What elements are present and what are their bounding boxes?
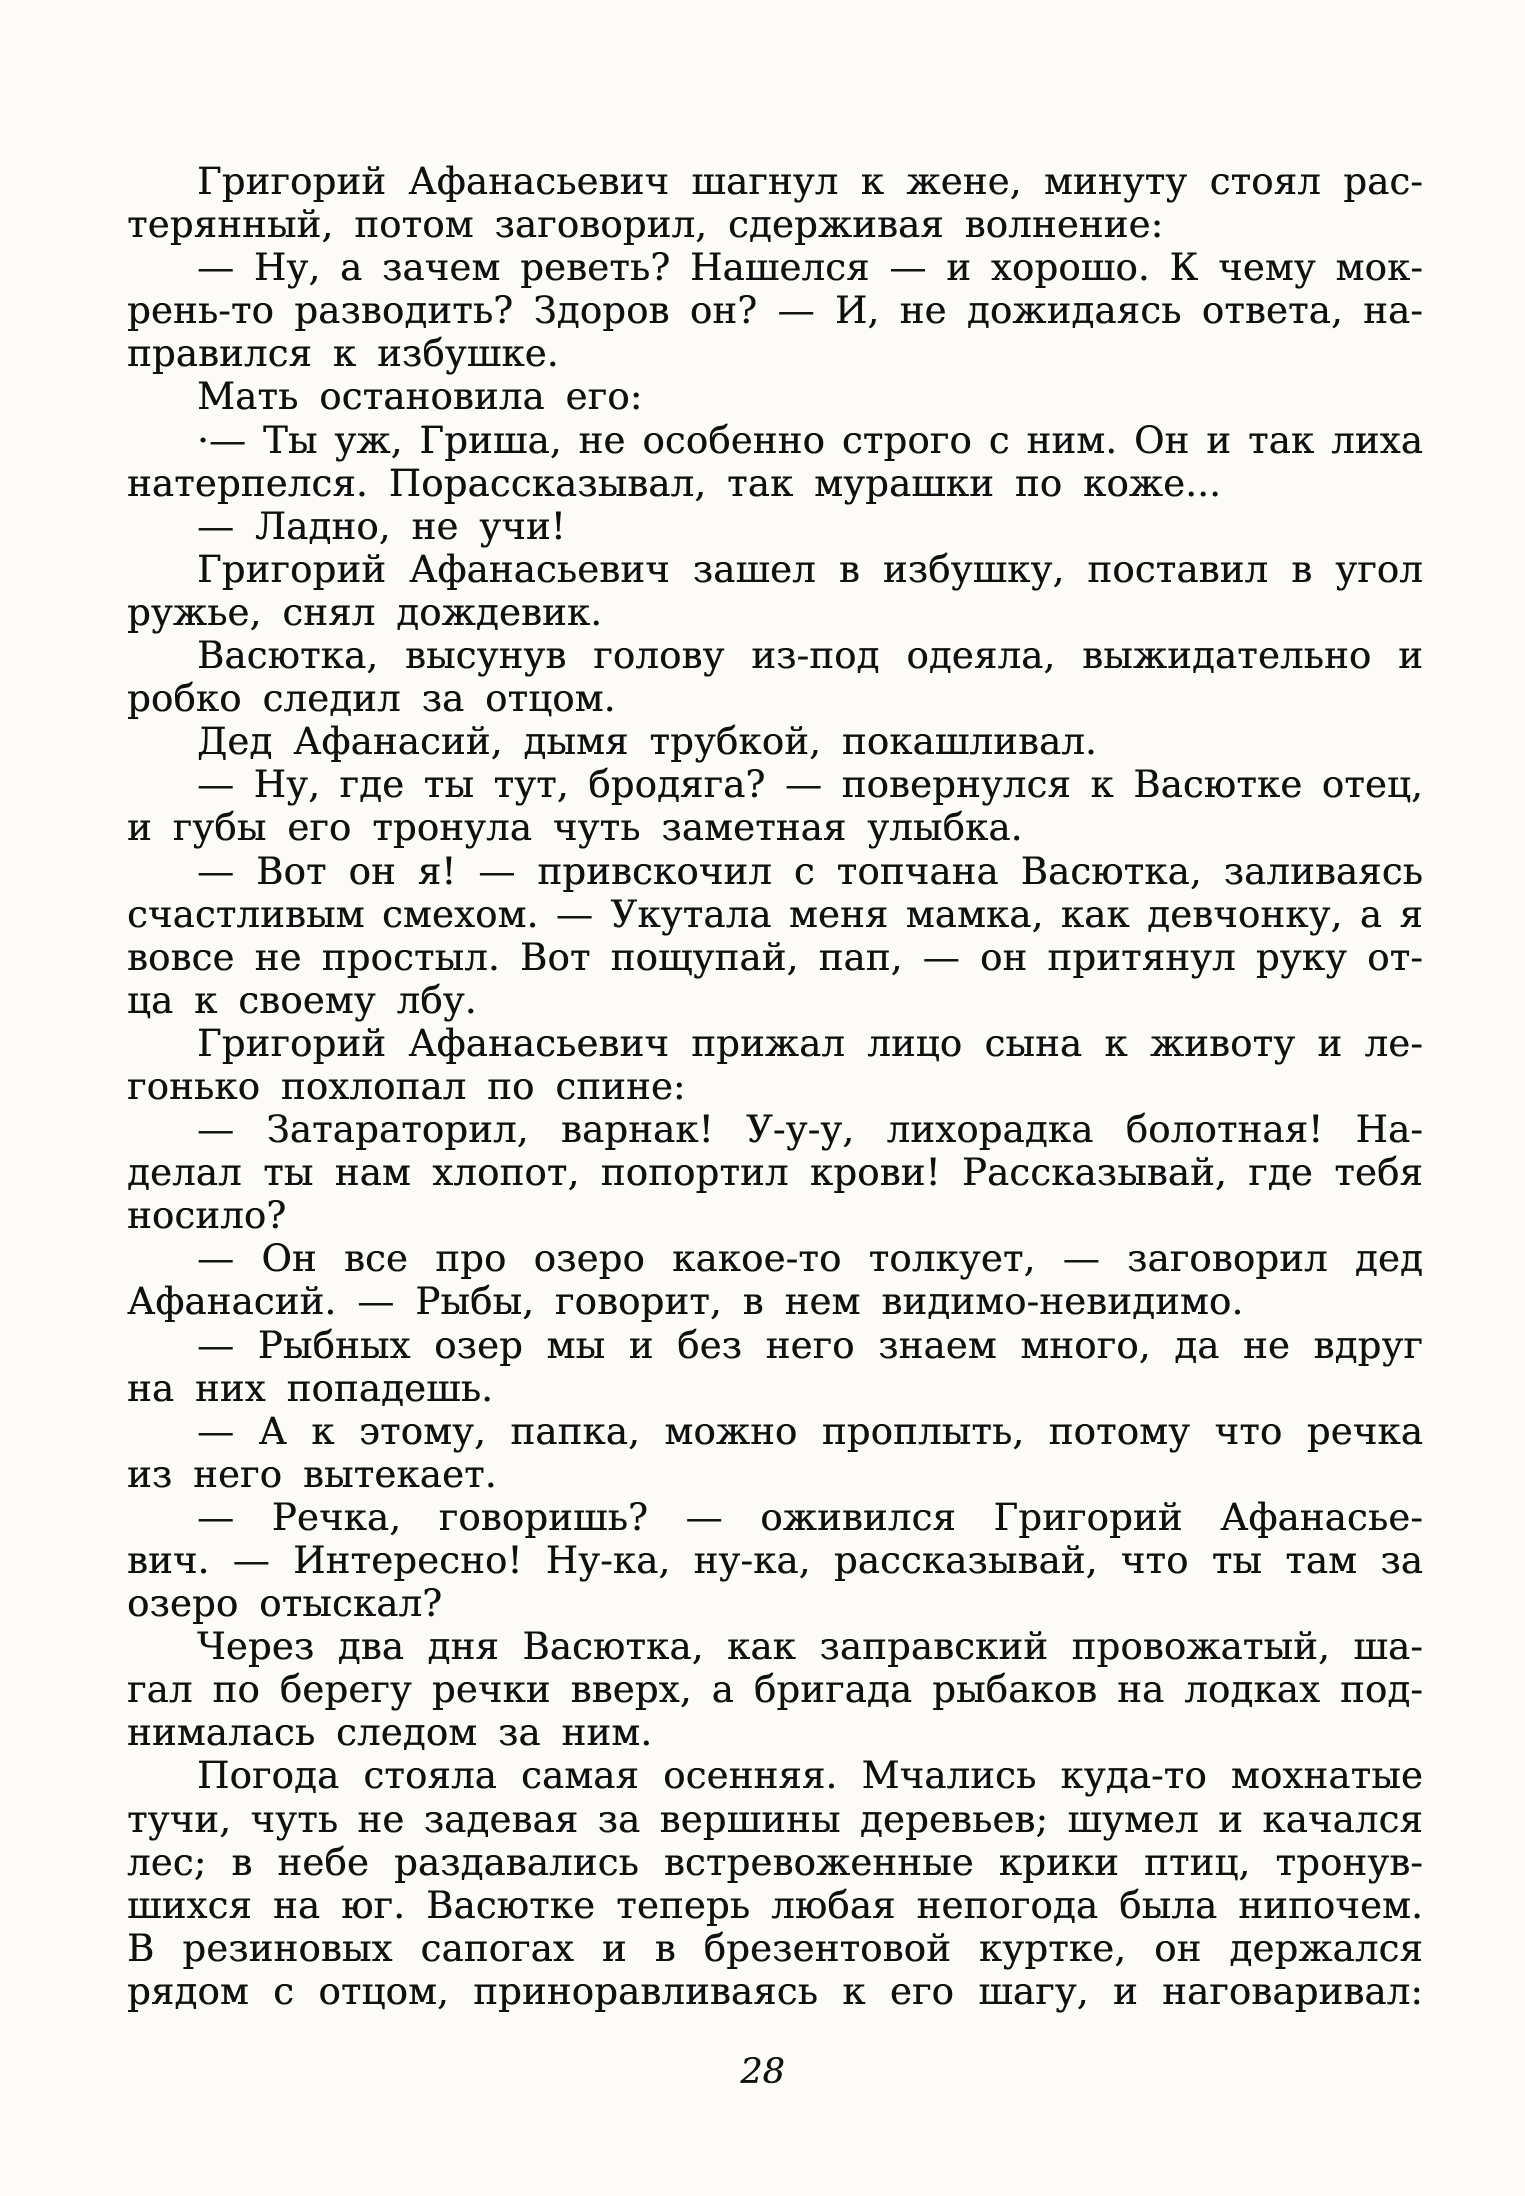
page-text [127, 160, 1423, 2013]
text-line: ·— Ты уж, Гриша, не особенно строго с ним. Он и так лиха [197, 418, 1423, 462]
text-line: ружье, снял дождевик. [127, 590, 603, 634]
text-line: носило? [127, 1194, 287, 1238]
text-line: Погода стояла самая осенняя. Мчались куда-то мохнатые [197, 1754, 1423, 1798]
text-line: озеро отыскал? [127, 1582, 443, 1626]
text-line: Через два дня Васютка, как заправский провожатый, ша- [197, 1625, 1423, 1669]
paragraph [127, 375, 1423, 418]
text-line: тучи, чуть не задевая за вершины деревьев; шумел и качался [127, 1797, 1423, 1841]
paragraph [127, 1022, 1423, 1108]
paragraph [127, 419, 1423, 505]
text-line: терянный, потом заговорил, сдерживая волнение: [127, 203, 1164, 247]
text-line: гал по берегу речки вверх, а бригада рыбаков на лодках под- [127, 1668, 1423, 1712]
text-line: Афанасий. — Рыбы, говорит, в нем видимо-невидимо. [127, 1280, 1244, 1324]
text-line: — Ну, а зачем реветь? Нашелся — и хорошо. К чему мок- [197, 246, 1423, 290]
paragraph [127, 1324, 1423, 1410]
text-line: — Речка, говоришь? — оживился Григорий Афанасье- [197, 1495, 1423, 1539]
text-line: — Он все про озеро какое-то толкует, — заговорил дед [197, 1237, 1423, 1281]
text-line: счастливым смехом. — Укутала меня мамка, как девчонку, а я [127, 892, 1423, 936]
paragraph [127, 1625, 1423, 1754]
text-line: Мать остановила его: [197, 375, 643, 419]
text-line: робко следил за отцом. [127, 677, 616, 721]
text-line: Григорий Афанасьевич шагнул к жене, минуту стоял рас- [197, 160, 1423, 203]
text-line: ца к своему лбу. [127, 978, 477, 1022]
text-line: нималась следом за ним. [127, 1711, 653, 1755]
text-line: — Вот он я! — привскочил с топчана Васютка, заливаясь [197, 849, 1423, 893]
text-line: на них попадешь. [127, 1366, 494, 1410]
paragraph [127, 763, 1423, 849]
text-line: делал ты нам хлопот, попортил крови! Рассказывай, где тебя [127, 1151, 1423, 1195]
text-line: гонько похлопал по спине: [127, 1064, 686, 1108]
text-line: Васютка, высунув голову из-под одеяла, выжидательно и [197, 634, 1423, 678]
text-line: лес; в небе раздавались встревоженные крики птиц, тронув- [127, 1840, 1423, 1884]
text-line: правился к избушке. [127, 332, 559, 376]
text-line: — Ладно, не учи! [197, 504, 566, 548]
paragraph [127, 1108, 1423, 1237]
paragraph [127, 1496, 1423, 1625]
text-line: Григорий Афанасьевич зашел в избушку, поставил в угол [197, 547, 1423, 591]
text-line: из него вытекает. [127, 1452, 497, 1496]
paragraph [127, 720, 1423, 763]
paragraph [127, 160, 1423, 246]
text-line: Григорий Афанасьевич прижал лицо сына к животу и ле- [197, 1021, 1423, 1065]
text-line: и губы его тронула чуть заметная улыбка. [127, 806, 1023, 850]
text-line: шихся на юг. Васютке теперь любая непогода была нипочем. [127, 1883, 1423, 1927]
text-line: рядом с отцом, приноравливаясь к его шагу, и наговаривал: [127, 1969, 1423, 2013]
page-number: 28 [740, 2052, 785, 2092]
text-line: вовсе не простыл. Вот пощупай, пап, — он притянул руку от- [127, 935, 1423, 979]
text-line: — Рыбных озер мы и без него знаем много, да не вдруг [197, 1323, 1423, 1367]
paragraph [127, 505, 1423, 548]
paragraph [127, 1754, 1423, 2013]
text-line: натерпелся. Порассказывал, так мурашки по коже... [127, 461, 1222, 505]
text-line: Дед Афанасий, дымя трубкой, покашливал. [197, 720, 1097, 764]
text-line: — Ну, где ты тут, бродяга? — повернулся к Васютке отец, [197, 763, 1423, 807]
paragraph [127, 850, 1423, 1022]
text-line: рень-то разводить? Здоров он? — И, не дожидаясь ответа, на- [127, 289, 1423, 333]
text-line: — А к этому, папка, можно проплыть, потому что речка [197, 1409, 1423, 1453]
paragraph [127, 1410, 1423, 1496]
paragraph [127, 246, 1423, 375]
text-line: вич. — Интересно! Ну-ка, ну-ка, рассказывай, что ты там за [127, 1539, 1423, 1582]
text-line: В резиновых сапогах и в брезентовой куртке, он держался [127, 1926, 1423, 1970]
paragraph [127, 1237, 1423, 1323]
paragraph [127, 634, 1423, 720]
paragraph [127, 548, 1423, 634]
text-line: — Затараторил, варнак! У-у-у, лихорадка болотная! На- [197, 1108, 1423, 1152]
